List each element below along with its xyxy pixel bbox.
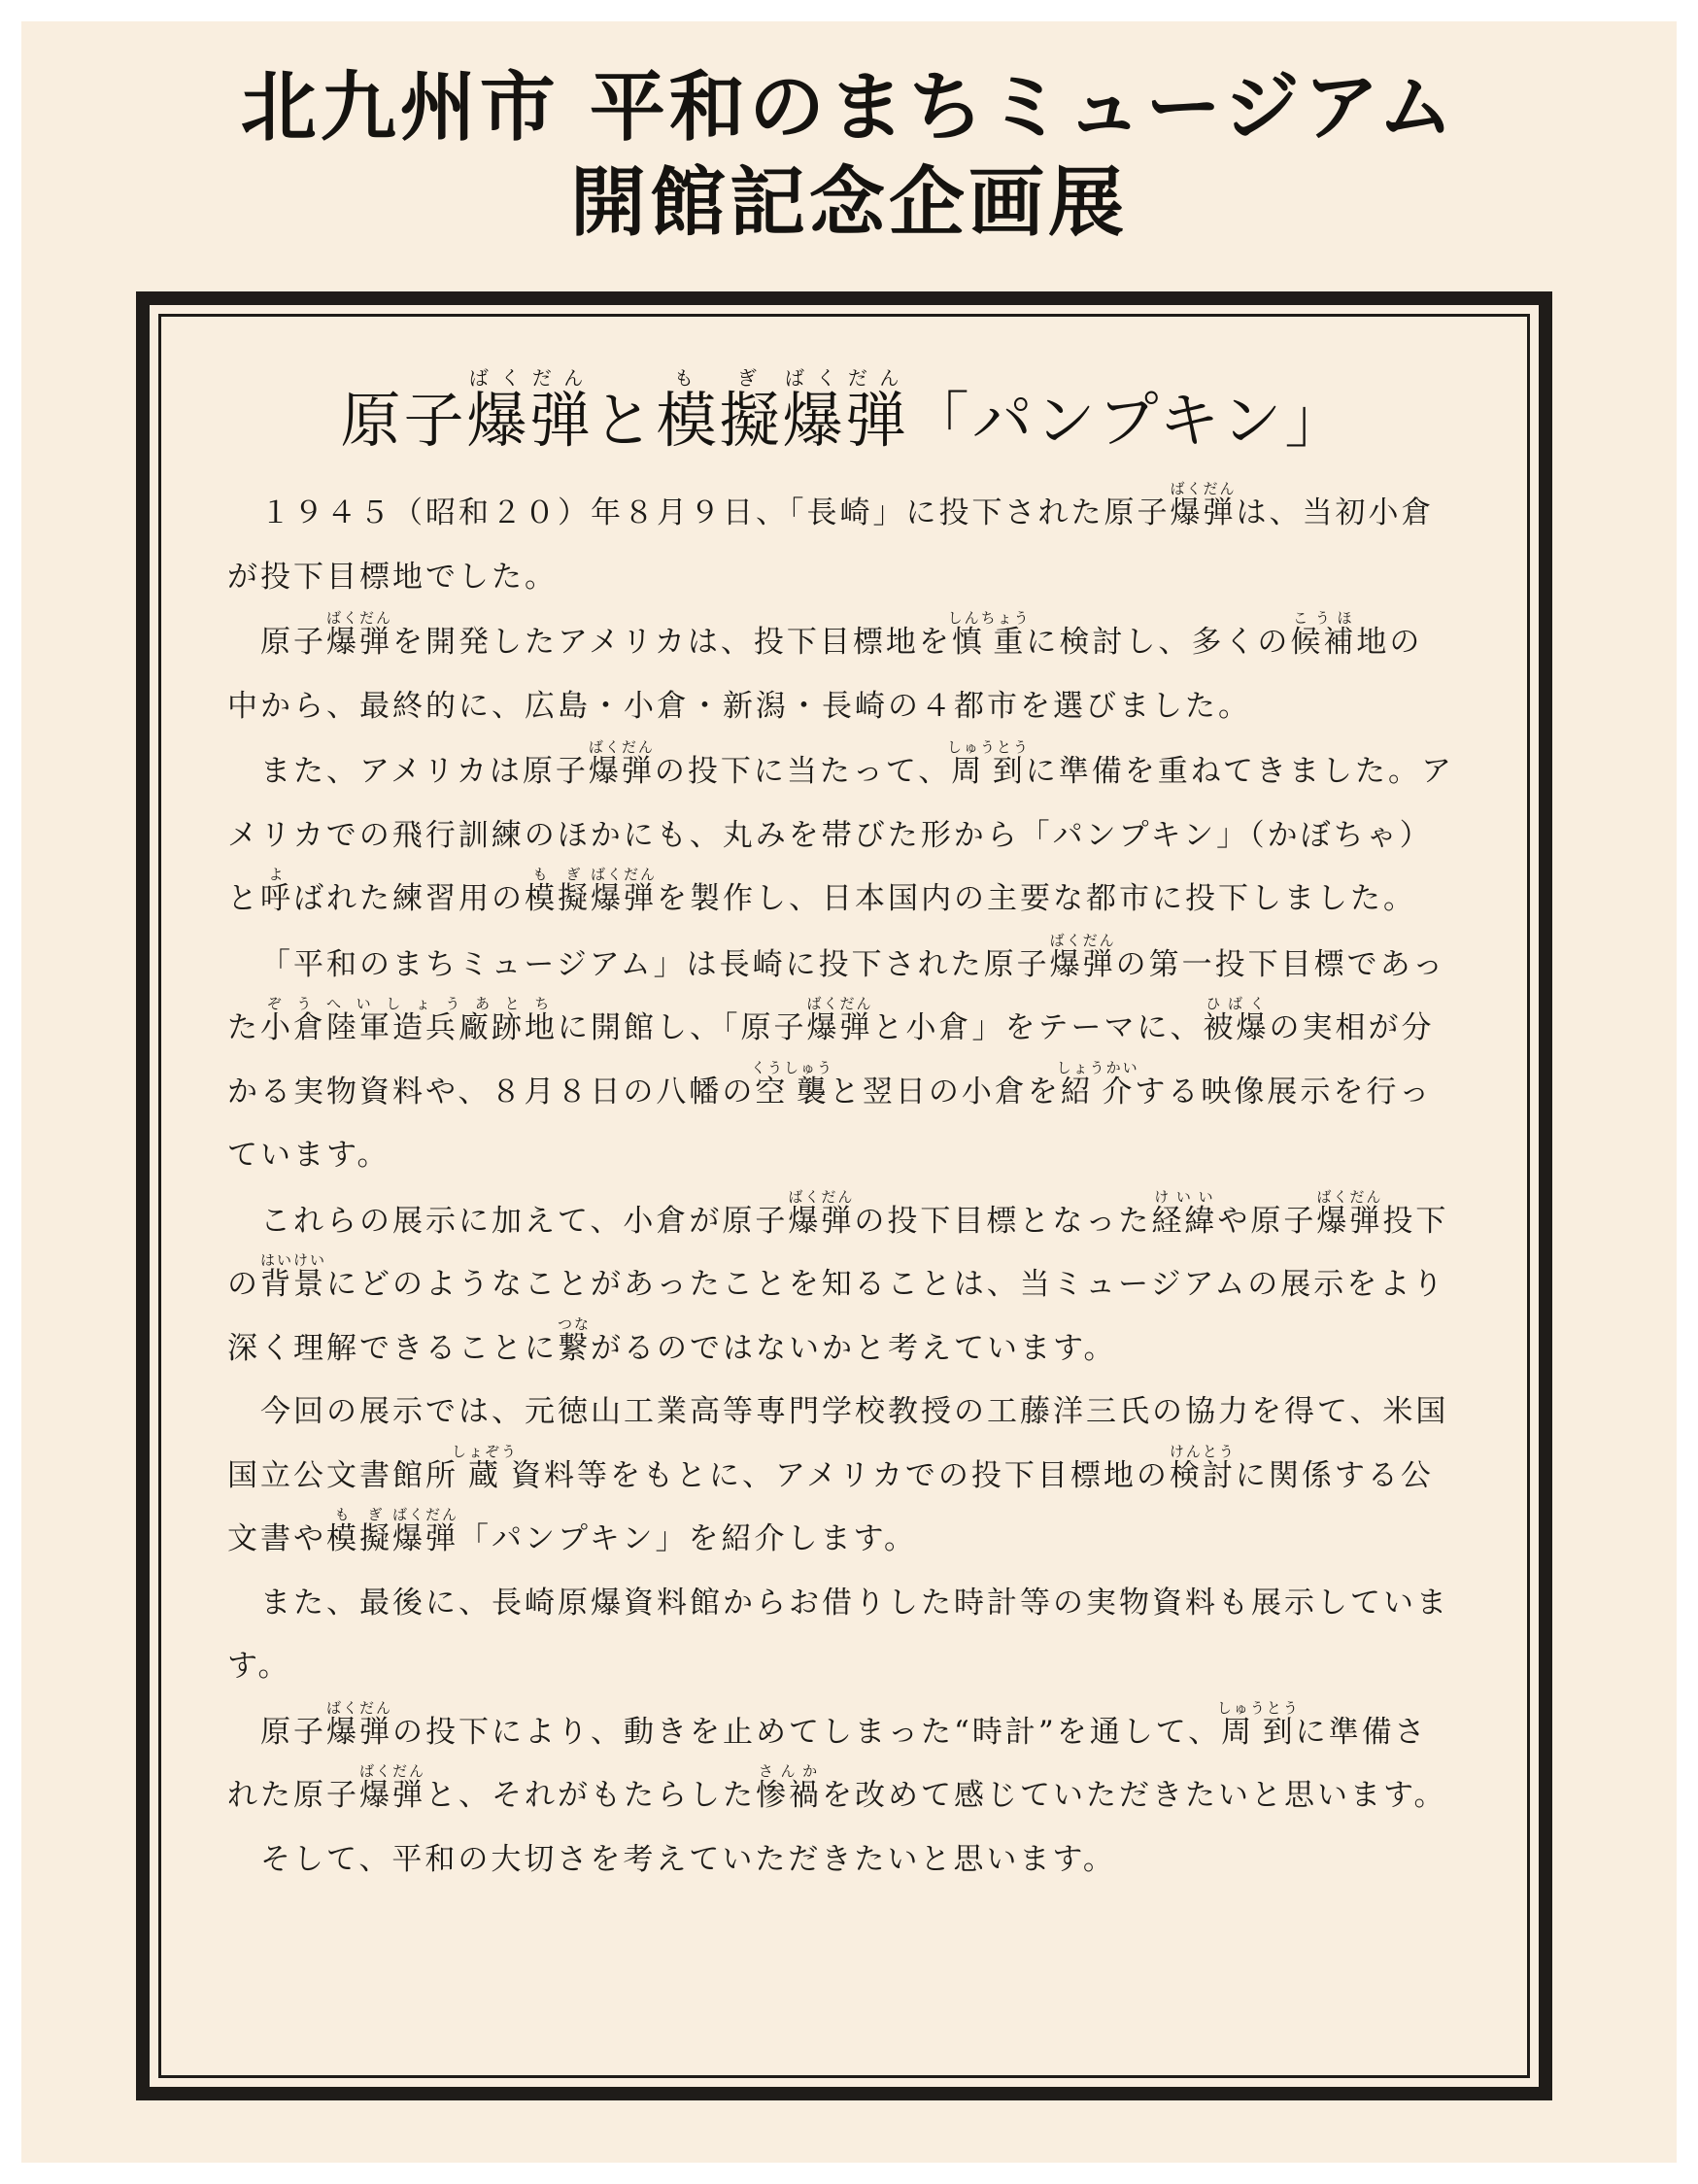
panel-body bbox=[227, 480, 1455, 1892]
paragraph-6: 今回の展示では、元徳山工業高等専門学校教授の工藤洋三氏の協力を得て、米国国立公文書館所蔵しょぞう資料等をもとに、アメリカでの投下目標地の検討けんとうに関係する公文書や模擬もぎ爆弾ばくだん「パンプキン」を紹介します。 bbox=[227, 1394, 1449, 1556]
poster-header bbox=[21, 60, 1677, 251]
header-title-line-2: 開館記念企画展 bbox=[569, 159, 1128, 247]
paragraph-3: また、アメリカは原子爆弾ばくだんの投下に当たって、周到しゅうとうに準備を重ねてきました。アメリカでの飛行訓練のほかにも、丸みを帯びた形から「パンプキン」（かぼちゃ）と呼よばれた練習用の模擬もぎ爆弾ばくだんを製作し、日本国内の主要な都市に投下しました。 bbox=[227, 738, 1454, 916]
paragraph-8: 原子爆弾ばくだんの投下により、動きを止めてしまった“時計”を通して、周到しゅうとうに準備された原子爆弾ばくだんと、それがもたらした惨禍さんかを改めて感じていただきたいと思います。 bbox=[227, 1698, 1447, 1813]
header-title-line-1: 北九州市 平和のまちミュージアム bbox=[240, 64, 1458, 152]
paragraph-2: 原子爆弾ばくだんを開発したアメリカは、投下目標地を慎重しんちょうに検討し、多くの候補こうほ地の中から、最終的に、広島・小倉・新潟・長崎の４都市を選びました。 bbox=[227, 609, 1423, 724]
paragraph-4: 「平和のまちミュージアム」は長崎に投下された原子爆弾ばくだんの第一投下目標であった小倉陸軍造兵廠跡地ぞうへいしょうあとちに開館し、「原子爆弾ばくだんと小倉」をテーマに、被爆ひばくの実相が分かる実物資料や、８月８日の八幡の空襲くうしゅうと翌日の小倉を紹介しょうかいする映像展示を行っています。 bbox=[227, 931, 1446, 1173]
paragraph-7: また、最後に、長崎原爆資料館からお借りした時計等の実物資料も展示しています。 bbox=[227, 1585, 1449, 1684]
title-text: 「パンプキン」 bbox=[908, 385, 1348, 456]
poster bbox=[21, 21, 1677, 2163]
title-text: 原子 bbox=[340, 385, 467, 456]
title-ruby-word: 爆弾ばくだん bbox=[466, 366, 594, 456]
paragraph-5: これらの展示に加えて、小倉が原子爆弾ばくだんの投下目標となった経緯けいいや原子爆弾ばくだん投下の背景はいけいにどのようなことがあったことを知ることは、当ミュージアムの展示をより深く理解できることに繋つながるのではないかと考えています。 bbox=[227, 1187, 1449, 1366]
title-text: と bbox=[593, 385, 657, 456]
paragraph-1: １９４５（昭和２０）年８月９日、「長崎」に投下された原子爆弾ばくだんは、当初小倉が投下目標地でした。 bbox=[227, 480, 1435, 595]
paragraph-9: そして、平和の大切さを考えていただきたいと思います。 bbox=[260, 1841, 1116, 1877]
text-panel-inner bbox=[150, 305, 1539, 2087]
text-panel-frame bbox=[136, 291, 1552, 2100]
panel-title bbox=[161, 367, 1527, 460]
text-panel bbox=[158, 314, 1530, 2078]
title-ruby-word: 爆弾ばくだん bbox=[782, 366, 909, 456]
title-ruby-word: 模擬もぎ bbox=[656, 366, 783, 456]
